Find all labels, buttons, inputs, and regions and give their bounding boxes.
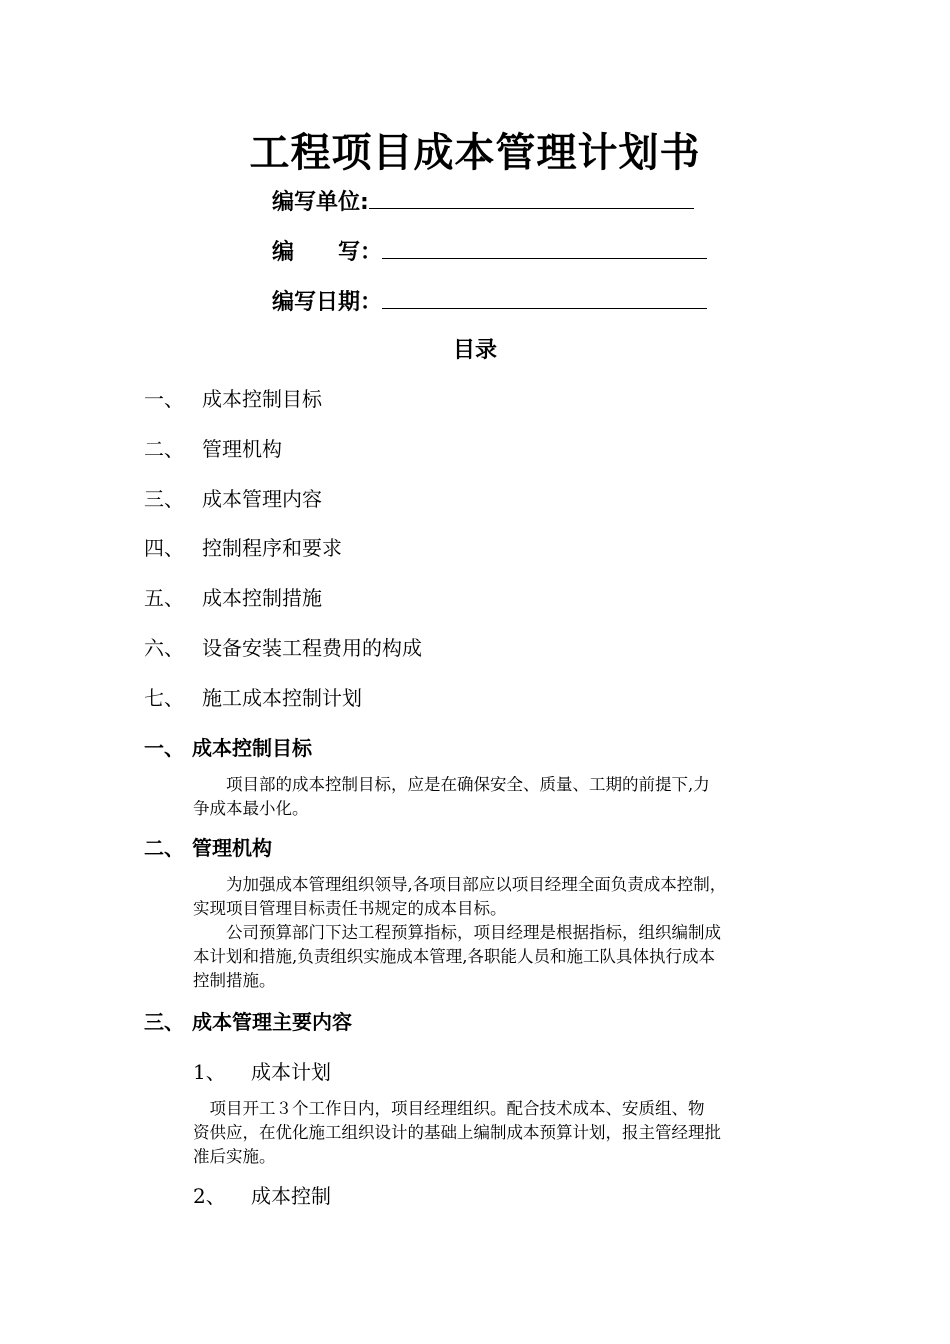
date-label: 编写日期： (272, 290, 383, 315)
section-body-cost-target (193, 773, 805, 821)
paragraph-line: 项目部的成本控制目标，应是在确保安全、质量、工期的前提下,力 (193, 775, 710, 794)
section-heading-organization (144, 834, 272, 862)
toc-item-label: 施工成本控制计划 (202, 686, 362, 710)
subsection-title: 成本计划 (251, 1060, 331, 1084)
toc-item (144, 534, 342, 562)
toc-item-label: 控制程序和要求 (202, 536, 342, 560)
toc-item-number: 六、 (144, 636, 184, 660)
paragraph-line: 资供应，在优化施工组织设计的基础上编制成本预算计划，报主管经理批 (193, 1123, 721, 1142)
date-blank-line (382, 286, 707, 309)
section-title: 成本管理主要内容 (192, 1010, 352, 1034)
date-field (272, 286, 707, 318)
toc-item-label: 成本控制目标 (202, 387, 322, 411)
author-field (272, 236, 707, 268)
section-title: 管理机构 (192, 836, 272, 860)
subsection-number: 1、 (193, 1060, 226, 1084)
toc-item-number: 二、 (144, 437, 184, 461)
unit-label: 编写单位: (272, 190, 369, 215)
unit-blank-line (369, 186, 694, 209)
toc-title: 目录 (452, 338, 497, 363)
toc-item-label: 成本管理内容 (202, 487, 322, 511)
section-body-organization (193, 873, 805, 993)
document-title: 工程项目成本管理计划书 (249, 130, 701, 176)
toc-item-number: 五、 (144, 586, 184, 610)
toc-item-label: 设备安装工程费用的构成 (202, 636, 422, 660)
paragraph-line: 争成本最小化。 (193, 799, 309, 818)
toc-item-number: 四、 (144, 536, 184, 560)
unit-field (272, 186, 694, 218)
toc-item-number: 三、 (144, 487, 184, 511)
subsection-heading-cost-control (193, 1182, 331, 1210)
subsection-title: 成本控制 (251, 1184, 331, 1208)
toc-item (144, 684, 362, 712)
paragraph-line: 为加强成本管理组织领导,各项目部应以项目经理全面负责成本控制， (193, 875, 727, 894)
subsection-body-cost-plan (193, 1097, 805, 1169)
toc-item (144, 634, 422, 662)
paragraph-line: 项目开工３个工作日内，项目经理组织。配合技术成本、安质组、物 (193, 1099, 705, 1118)
toc-item (144, 385, 322, 413)
author-blank-line (382, 236, 707, 259)
paragraph-line: 公司预算部门下达工程预算指标，项目经理是根据指标，组织编制成 (193, 923, 721, 942)
section-number: 一、 (144, 736, 184, 760)
toc-item-label: 成本控制措施 (202, 586, 322, 610)
section-heading-cost-target (144, 734, 312, 762)
paragraph-line: 本计划和措施,负责组织实施成本管理,各职能人员和施工队具体执行成本 (193, 947, 715, 966)
paragraph-line: 实现项目管理目标责任书规定的成本目标。 (193, 899, 507, 918)
subsection-number: 2、 (193, 1184, 226, 1208)
section-number: 二、 (144, 836, 184, 860)
toc-item (144, 485, 322, 513)
paragraph-line: 准后实施。 (193, 1147, 276, 1166)
paragraph-line: 控制措施。 (193, 971, 276, 990)
author-label: 编 写： (272, 240, 383, 265)
toc-item-number: 七、 (144, 686, 184, 710)
section-heading-main-content (144, 1008, 352, 1036)
toc-item-number: 一、 (144, 387, 184, 411)
section-number: 三、 (144, 1010, 184, 1034)
section-title: 成本控制目标 (192, 736, 312, 760)
toc-item (144, 584, 322, 612)
subsection-heading-cost-plan (193, 1058, 331, 1086)
toc-item-label: 管理机构 (202, 437, 282, 461)
toc-item (144, 435, 282, 463)
